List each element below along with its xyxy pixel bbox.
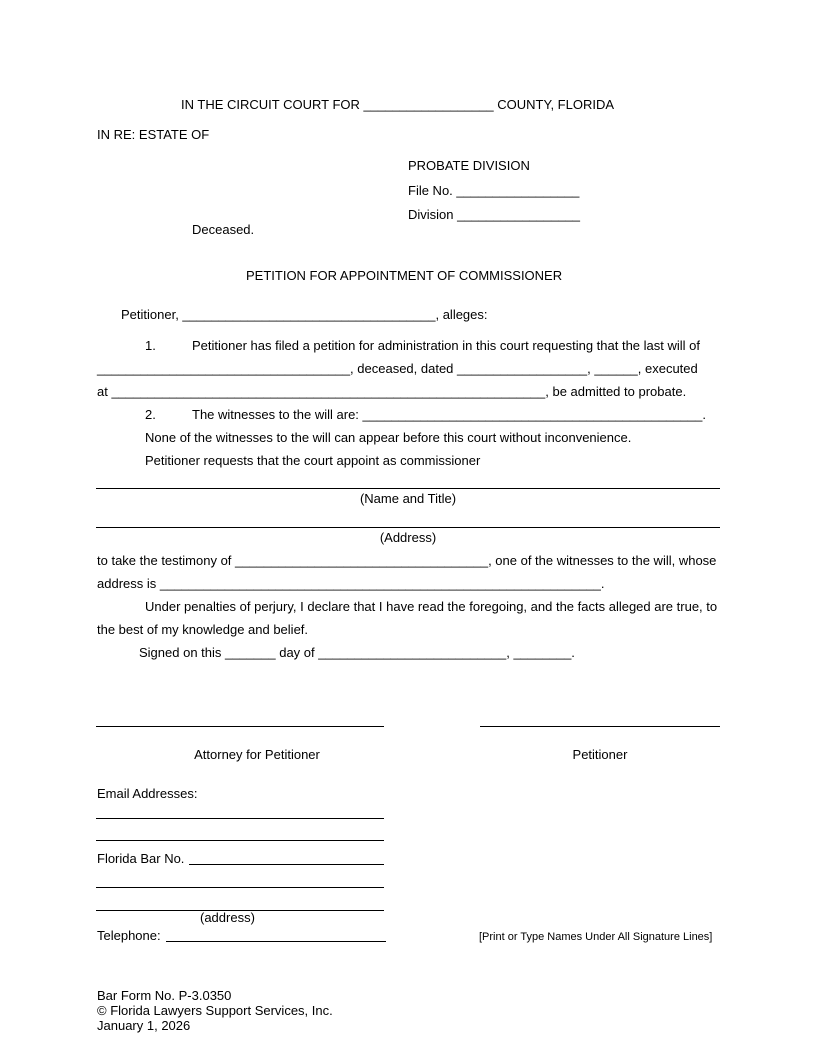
division-number: Division _________________ <box>408 207 581 222</box>
address-signature-line <box>96 527 720 528</box>
address-caption: (address) <box>200 910 255 925</box>
email-line-2 <box>96 840 384 841</box>
item-1-line-3: at ____________________________________________________________, be admitted to probate. <box>97 384 687 399</box>
petitioner-signature-line <box>480 726 720 727</box>
name-title-signature-line <box>96 488 720 489</box>
estate-in-re: IN RE: ESTATE OF <box>97 127 210 142</box>
florida-bar-label: Florida Bar No. <box>97 851 185 866</box>
attorney-signature-line <box>96 726 384 727</box>
testimony-line: to take the testimony of ___________________________________, one of the witnesses to the will, whose <box>97 553 717 568</box>
attorney-label: Attorney for Petitioner <box>194 747 320 762</box>
item-1-text: Petitioner has filed a petition for administration in this court requesting that the last will of <box>192 338 700 353</box>
address-line-1 <box>96 887 384 888</box>
file-number: File No. _________________ <box>408 183 580 198</box>
florida-bar-line <box>189 864 384 865</box>
item-2-text: The witnesses to the will are: _______________________________________________. <box>192 407 706 422</box>
email-addresses-label: Email Addresses: <box>97 786 198 801</box>
print-names-note: [Print or Type Names Under All Signature Lines] <box>479 931 713 943</box>
name-title-label: (Name and Title) <box>359 491 457 506</box>
perjury-line-1: Under penalties of perjury, I declare that I have read the foregoing, and the facts alleged are true, to <box>145 599 718 614</box>
court-heading: IN THE CIRCUIT COURT FOR __________________ COUNTY, FLORIDA <box>181 97 615 112</box>
signed-line: Signed on this _______ day of __________________________, ________. <box>139 645 575 660</box>
item-2-line-2: None of the witnesses to the will can appear before this court without inconvenience. <box>145 430 632 445</box>
item-2-line-3: Petitioner requests that the court appoint as commissioner <box>145 453 481 468</box>
telephone-line <box>166 941 386 942</box>
perjury-line-2: the best of my knowledge and belief. <box>97 622 309 637</box>
item-1-line-2: ___________________________________, deceased, dated __________________, ______, executed <box>97 361 698 376</box>
bar-form-number: Bar Form No. P-3.0350 <box>97 988 232 1003</box>
address-label: (Address) <box>379 530 437 545</box>
petitioner-label: Petitioner <box>572 747 628 762</box>
item-1-number: 1. <box>145 338 156 353</box>
deceased-label: Deceased. <box>192 222 255 237</box>
email-line-1 <box>96 818 384 819</box>
witness-address-line: address is _____________________________________________________________. <box>97 576 605 591</box>
document-title: PETITION FOR APPOINTMENT OF COMMISSIONER <box>246 268 563 283</box>
telephone-label: Telephone: <box>97 928 161 943</box>
item-2-number: 2. <box>145 407 156 422</box>
probate-division: PROBATE DIVISION <box>408 158 530 173</box>
form-date: January 1, 2026 <box>97 1018 191 1033</box>
petitioner-line: Petitioner, ___________________________________, alleges: <box>121 307 488 322</box>
copyright: © Florida Lawyers Support Services, Inc. <box>97 1003 333 1018</box>
